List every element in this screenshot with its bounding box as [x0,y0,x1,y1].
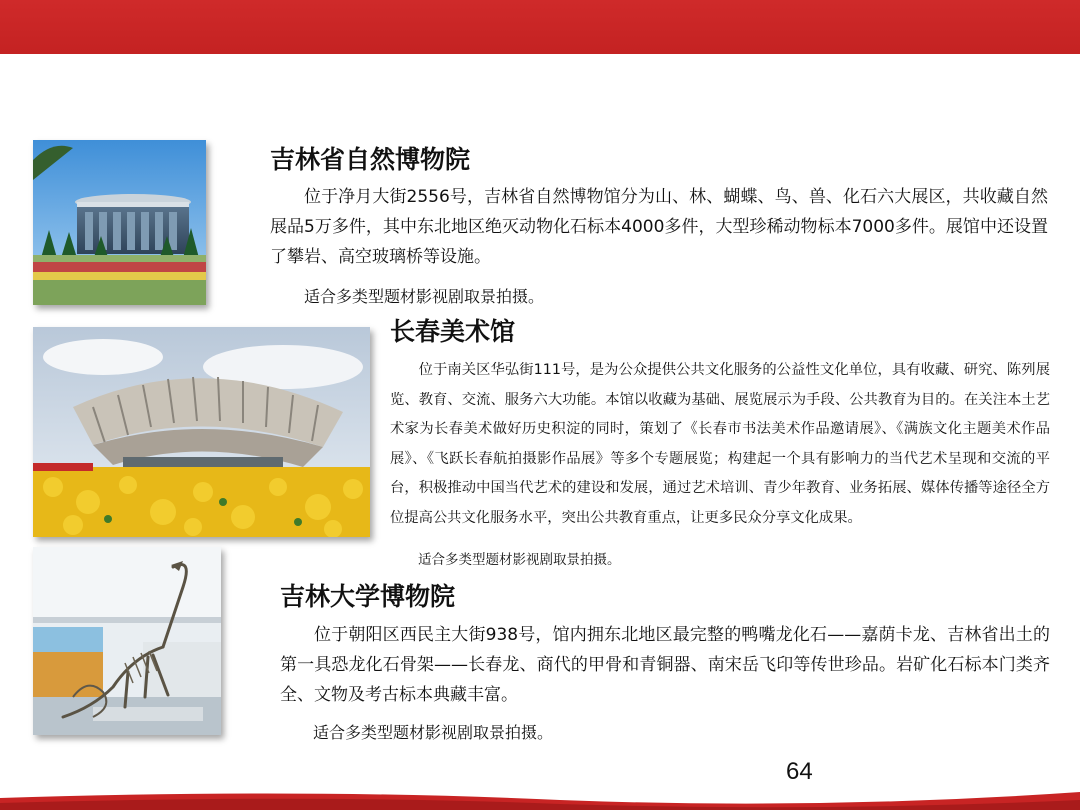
art-museum-photo [33,327,370,537]
jilin-university-museum-photo [33,547,221,735]
section-body-natural-museum: 位于净月大街2556号，吉林省自然博物馆分为山、林、蝴蝶、鸟、兽、化石六大展区，共收藏自然展品5万多件，其中东北地区绝灭动物化石标本4000多件，大型珍稀动物标本7000多件。展馆中还设置了攀岩、高空玻璃桥等设施。 [270,187,1048,267]
section-title-art-museum: 长春美术馆 [390,317,516,346]
footer-wave [0,770,1080,810]
section-note-art-museum: 适合多类型题材影视剧取景拍摄。 [418,552,621,568]
section-body-university-museum: 位于朝阳区西民主大街938号，馆内拥东北地区最完整的鸭嘴龙化石——嘉荫卡龙、吉林省出土的第一具恐龙化石骨架——长春龙、商代的甲骨和青铜器、南宋岳飞印等传世珍品。岩矿化石标本门类齐全、文物及考古标本典藏丰富。 [280,625,1050,705]
page-number: 64 [786,758,813,785]
section-note-natural-museum: 适合多类型题材影视剧取景拍摄。 [304,287,545,306]
natural-museum-photo [33,140,206,305]
section-title-natural-museum: 吉林省自然博物院 [270,145,471,174]
section-note-university-museum: 适合多类型题材影视剧取景拍摄。 [313,723,554,742]
section-body-art-museum: 位于南关区华弘街111号，是为公众提供公共文化服务的公益性文化单位，具有收藏、研究、陈列展览、教育、交流、服务六大功能。本馆以收藏为基础、展览展示为手段、公共教育为目的。在关注本土艺术家为长春美术做好历史积淀的同时，策划了《长春市书法美术作品邀请展》、《满族文化主题美术作品展》、《飞跃长春航拍摄影作品展》等多个专题展览；构建起一个具有影响力的当代艺术呈现和交流的平台，积极推动中国当代艺术的建设和发展，通过艺术培训、青少年教育、业务拓展、媒体传播等途径全方位提高公共文化服务水平，突出公共教育重点，让更多民众分享文化成果。 [390,362,1050,526]
header-bar [0,0,1080,54]
section-title-university-museum: 吉林大学博物院 [280,582,456,611]
